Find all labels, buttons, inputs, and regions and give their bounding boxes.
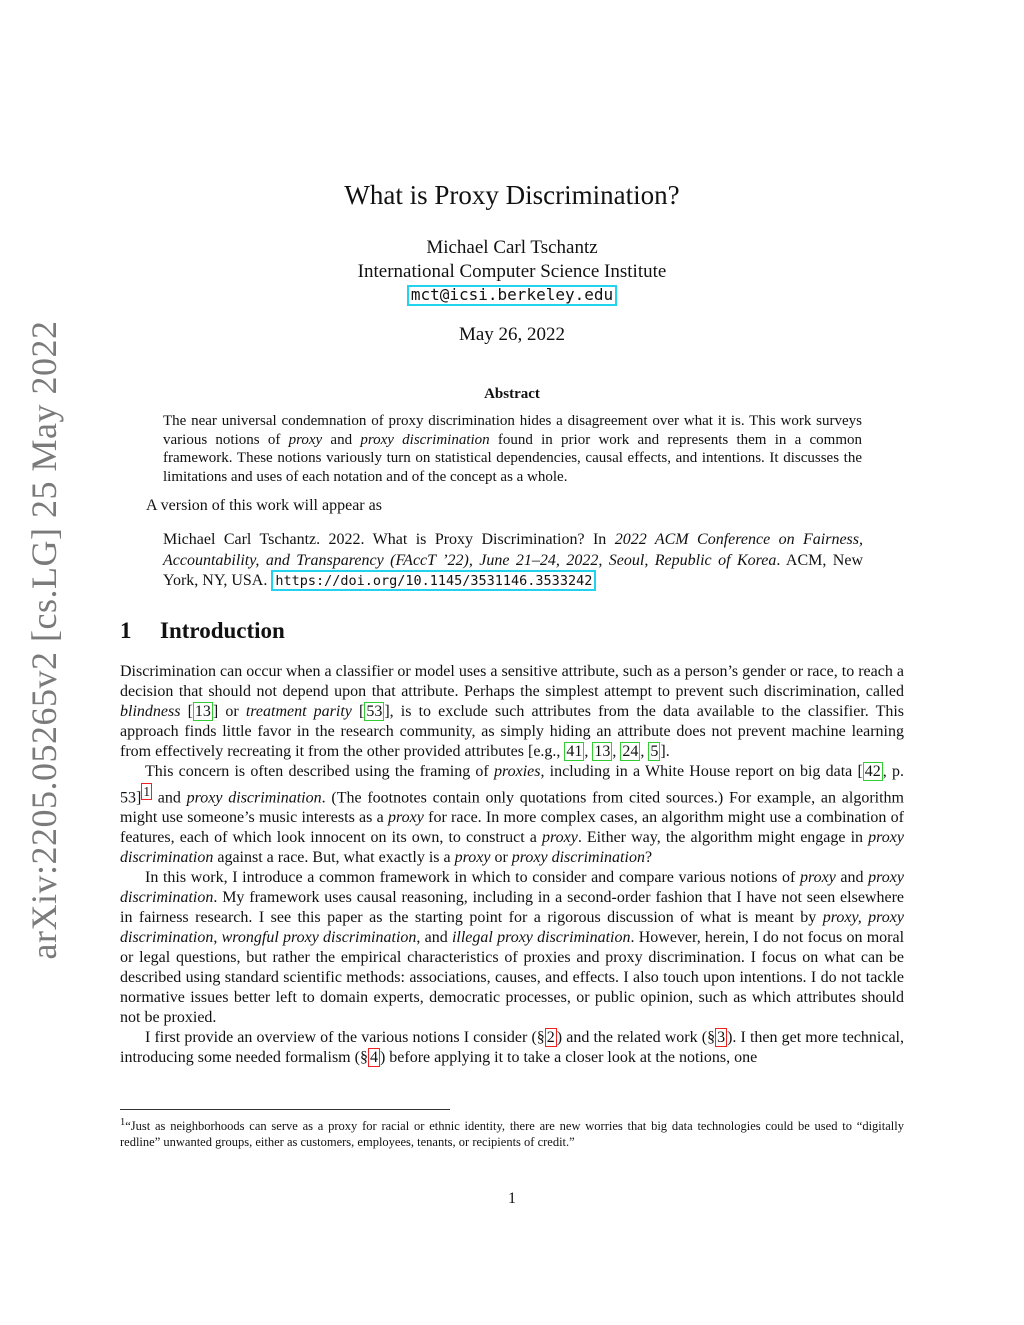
author-name: Michael Carl Tschantz: [426, 237, 598, 258]
citation-link[interactable]: 13: [594, 743, 611, 760]
paragraph-2: This concern is often described using the framing of proxies, including in a White House report on big data [ 42 , p. 53] $^1$ and proxy discrimination. (The footnotes contain only quotations from cited sources.) For example, an algorithm might use someone’s music interests as a proxy for race. In more complex cases, an algorithm might use a combination of features, each of which look innocent on its own, to construct a proxy. Either way, the algorithm might engage in proxy discrimination against a race. But, what exactly is a proxy or proxy discrimination?: [120, 763, 905, 867]
footnote-text: “Just as neighborhoods can serve as a proxy for racial or ethnic identity, there are new worries that big data technologies could be used to “digitally redline” unwanted groups, either as customers, employees, tenants, or recipients of credit.”: [120, 1119, 904, 1150]
paper-title: What is Proxy Discrimination?: [344, 180, 680, 210]
footnote-marker[interactable]: 1: [143, 784, 150, 799]
email-link[interactable]: [407, 285, 617, 306]
abstract-text: The near universal condemnation of proxy discrimination hides a disagreement over what it is. This work surveys various notions of proxy and proxy discrimination found in prior work and represents them in a common framework. These notions variously turn on statistical dependencies, causal effects, and intentions. It discusses the limitations and uses of each notation and of the concept as a whole.: [163, 413, 862, 485]
footnote-divider: [120, 1109, 450, 1110]
footnote: [120, 1115, 904, 1150]
section-number: 1: [120, 618, 132, 643]
paragraph-3: In this work, I introduce a common framework in which to consider and compare various notions of proxy and proxy discrimination. My framework uses causal reasoning, including in a second-order fashion that I have not seen elsewhere in fairness research. I see this paper as the starting point for a rigorous discussion of what is meant by proxy, proxy discrimination, wrongful proxy discrimination, and illegal proxy discrimination. However, herein, I do not focus on moral or legal questions, but rather the empirical characteristics of proxies and proxy discrimination. I focus on what can be described using standard scientific methods: associations, causes, and effects. I also touch upon intentions. I do not tackle normative issues better left to domain experts, democratic processes, or public opinion, such as which attributes should not be proxied.: [120, 869, 905, 1027]
paragraph-4: I first provide an overview of the various notions I consider (§ 2 ) and the related work (§ 3 ). I then get more technical, introducing some needed formalism (§ 4 ) before applying it to take a closer look at the notions, one: [120, 1029, 905, 1067]
introduction-body: [120, 662, 904, 1068]
citation-link[interactable]: 13: [194, 703, 211, 720]
author-email-row: [0, 285, 1024, 305]
doi-link[interactable]: https://doi.org/10.1145/3531146.3533242: [271, 570, 596, 591]
arxiv-identifier-stamp: arXiv:2205.05265v2 [cs.LG] 25 May 2022: [24, 320, 64, 960]
section-heading: [120, 618, 285, 644]
author-affiliation: International Computer Science Institute: [357, 261, 667, 282]
section-ref-link[interactable]: 3: [717, 1029, 726, 1047]
citation-link[interactable]: 53: [366, 703, 383, 720]
citation-link[interactable]: 41: [566, 743, 583, 760]
citation-link[interactable]: 5: [650, 743, 659, 760]
abstract-heading: Abstract: [484, 386, 540, 402]
page-number: 1: [508, 1190, 516, 1207]
email-text: mct@icsi.berkeley.edu: [410, 285, 614, 304]
footnote-number: 1: [120, 1117, 126, 1128]
citation-link[interactable]: 24: [622, 743, 639, 760]
paper-date: May 26, 2022: [458, 324, 566, 345]
version-intro: A version of this work will appear as: [146, 497, 382, 514]
citation-block: Michael Carl Tschantz. 2022. What is Proxy Discrimination? In 2022 ACM Conference on Fairness, Accountability, and Transparency (FAccT ’22), June 21–24, 2022, Seoul, Republic of Korea. ACM, New York, NY, USA. https://doi.org/10.1145/3531146.3533242: [163, 531, 864, 589]
citation-link[interactable]: 42: [864, 763, 881, 780]
section-ref-link[interactable]: 2: [546, 1029, 555, 1047]
paragraph-1: Discrimination can occur when a classifier or model uses a sensitive attribute, such as a person’s gender or race, to reach a decision that should not depend upon that attribute. Perhaps the simplest attempt to prevent such discrimination, called blindness [ 13 ] or treatment parity [ 53 ], is to exclude such attributes from the data available to the classifier. This approach finds little favor in the research community, as simply hiding an attribute does not prevent machine learning from effectively recreating it from the other provided attributes [e.g., 41 , 13 , 24 , 5 ].: [120, 663, 905, 760]
section-title: Introduction: [160, 618, 285, 643]
section-ref-link[interactable]: 4: [369, 1049, 378, 1067]
